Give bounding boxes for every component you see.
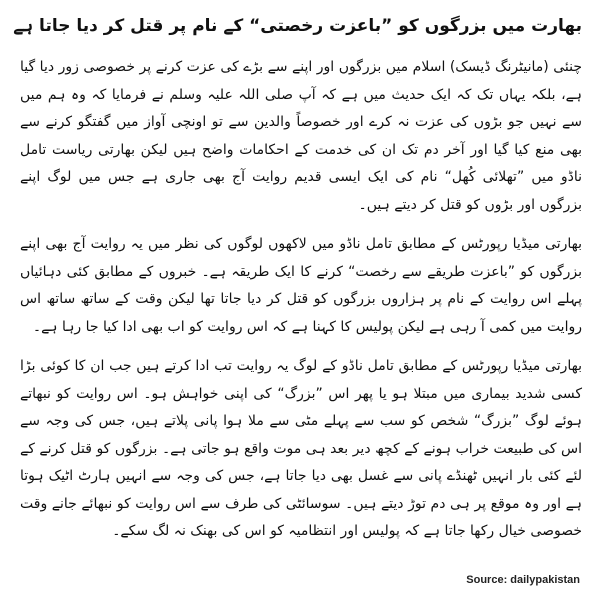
article-paragraph-2: بھارتی میڈیا رپورٹس کے مطابق تامل ناڈو میں لاکھوں لوگوں کی نظر میں یہ روایت آج بھی اپنے بزرگوں کو ”باعزت طریقے سے رخصت“ کرنے کا ایک طریقہ ہے۔ خبروں کے مطابق کئی دہائیاں پہلے اس روایت کے نام پر ہزاروں بزرگوں کو قتل کر دیا جاتا تھا لیکن وقت کے ساتھ ساتھ اس روایت میں کمی آ رہی ہے لیکن پولیس کا کہنا ہے کہ اس روایت کو اب بھی ادا کیا جا رہا ہے۔ <box>20 236 582 335</box>
source-credit: Source: dailypakistan <box>466 574 580 586</box>
article-paragraph-1: چنئی (مانیٹرنگ ڈیسک) اسلام میں بزرگوں اور اپنے سے بڑے کی عزت کرنے پر خصوصی زور دیا گیا ہے، بلکہ یہاں تک کہ ایک حدیث میں ہے کہ آپ صلی اللہ علیہ وسلم نے فرمایا کہ وہ ہم میں سے نہیں جو بڑوں کی عزت نہ کرے اور خصوصاً والدین سے تو اونچی آواز میں گفتگو کرنے سے بھی منع کیا گیا اور آخر دم تک ان کی خدمت کے احکامات واضح ہیں لیکن بھارتی ریاست تامل ناڈو میں ”تھلائی کُھل“ نام کی ایک ایسی قدیم روایت آج بھی جاری ہے جس میں لوگ اپنے بزرگوں اور بڑوں کو قتل کر دیتے ہیں۔ <box>20 59 582 213</box>
article-paragraph-3: بھارتی میڈیا رپورٹس کے مطابق تامل ناڈو کے لوگ یہ روایت تب ادا کرتے ہیں جب ان کا کوئی بڑا کسی شدید بیماری میں مبتلا ہو یا پھر اس ”بزرگ“ کی اپنی خواہش ہو۔ اس روایت کو نبھاتے ہوئے لوگ ”بزرگ“ شخص کو سب سے پہلے مٹی سے ملا ہوا پانی پلاتے ہیں، جس کی وجہ سے اس کی طبیعت خراب ہونے کے کچھ دیر بعد ہی موت واقع ہو جاتی ہے۔ بزرگوں کو قتل کرنے کے لئے کئی بار انہیں ٹھنڈے پانی سے غسل بھی دیا جاتا ہے، جس کی وجہ سے انہیں ہارٹ اٹیک ہوتا ہے اور وہ موقع پر ہی دم توڑ دیتے ہیں۔ سوسائٹی کی طرف سے اس روایت کو نبھائے جانے وقت خصوصی خیال رکھا جاتا ہے کہ پولیس اور انتظامیہ کو اس کی بھنک نہ لگ سکے۔ <box>20 358 582 539</box>
article-headline: بھارت میں بزرگوں کو ”باعزت رخصتی“ کے نام پر قتل کر دیا جاتا ہے <box>13 16 582 36</box>
